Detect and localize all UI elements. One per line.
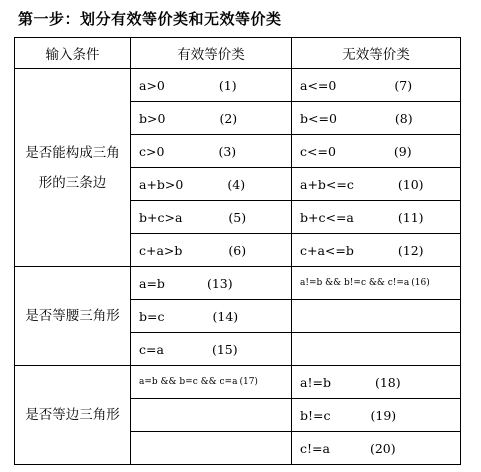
- invalid-class-expression: b<=0: [300, 110, 337, 126]
- input-condition-text: 是否等边三角形: [25, 407, 120, 423]
- input-condition-cell: [15, 366, 131, 465]
- valid-class-expression: a>0: [139, 77, 165, 93]
- invalid-class-number: (11): [397, 209, 424, 225]
- input-condition-cell: [15, 69, 131, 267]
- invalid-class-number: (9): [393, 143, 412, 159]
- equivalence-class-table: [14, 37, 461, 465]
- section-heading: 第一步：划分有效等价类和无效等价类: [18, 10, 282, 28]
- invalid-class-cell: [292, 300, 461, 333]
- invalid-class-cell: [292, 432, 461, 465]
- invalid-class-expression: c!=a: [300, 440, 330, 456]
- header-invalid-class: 无效等价类: [292, 38, 461, 69]
- valid-class-expression: b>0: [139, 110, 166, 126]
- valid-class-number: (13): [206, 275, 233, 291]
- invalid-class-expression: a!=b: [300, 374, 331, 390]
- table-row: [15, 366, 461, 399]
- valid-class-expression: a+b>0: [139, 176, 184, 192]
- invalid-class-expression: b!=c: [300, 407, 331, 423]
- valid-class-number: (4): [227, 176, 246, 192]
- input-condition-text: 形的三条边: [38, 174, 107, 191]
- invalid-class-number: (7): [394, 77, 413, 93]
- invalid-class-number: (8): [394, 110, 413, 126]
- valid-class-number: (15): [211, 341, 238, 357]
- invalid-class-number: (19): [370, 407, 397, 423]
- valid-class-expression: b+c>a: [139, 209, 183, 225]
- valid-class-cell: [131, 399, 292, 432]
- invalid-class-cell: [292, 333, 461, 366]
- header-input-condition: 输入条件: [15, 38, 131, 69]
- valid-class-cell: [131, 102, 292, 135]
- valid-class-cell: [131, 234, 292, 267]
- table-header-row: [15, 38, 461, 69]
- invalid-class-cell: [292, 102, 461, 135]
- valid-class-number: (3): [218, 143, 237, 159]
- invalid-class-expression: a<=0: [300, 77, 337, 93]
- valid-class-expression: a=b && b=c && c=a: [139, 377, 238, 387]
- valid-class-cell: [131, 69, 292, 102]
- invalid-class-expression: c+a<=b: [300, 242, 354, 258]
- invalid-class-expression: a!=b && b!=c && c!=a: [300, 278, 410, 288]
- invalid-class-number: (20): [369, 440, 396, 456]
- valid-class-cell: [131, 432, 292, 465]
- valid-class-expression: c=a: [139, 341, 164, 357]
- header-valid-class: 有效等价类: [131, 38, 292, 69]
- input-condition-text: 是否等腰三角形: [25, 308, 120, 324]
- valid-class-cell: [131, 267, 292, 300]
- valid-class-cell: [131, 201, 292, 234]
- valid-class-cell: [131, 168, 292, 201]
- valid-class-expression: b=c: [139, 308, 165, 324]
- invalid-class-expression: b+c<=a: [300, 209, 354, 225]
- input-condition-text: 是否能构成三角: [25, 144, 120, 161]
- table-row: [15, 69, 461, 102]
- table-body: [15, 69, 461, 465]
- valid-class-cell: [131, 135, 292, 168]
- invalid-class-cell: [292, 366, 461, 399]
- valid-class-number: (6): [228, 242, 247, 258]
- table-row: [15, 267, 461, 300]
- invalid-class-cell: [292, 399, 461, 432]
- valid-class-expression: c>0: [139, 143, 165, 159]
- valid-class-number: (5): [228, 209, 247, 225]
- invalid-class-cell: [292, 267, 461, 300]
- valid-class-number: (1): [218, 77, 237, 93]
- invalid-class-cell: [292, 168, 461, 201]
- invalid-class-number: (16): [411, 278, 430, 288]
- invalid-class-number: (12): [397, 242, 424, 258]
- invalid-class-cell: [292, 234, 461, 267]
- valid-class-number: (2): [219, 110, 238, 126]
- invalid-class-number: (10): [397, 176, 424, 192]
- valid-class-cell: [131, 366, 292, 399]
- invalid-class-expression: a+b<=c: [300, 176, 354, 192]
- valid-class-number: (17): [239, 377, 258, 387]
- invalid-class-cell: [292, 201, 461, 234]
- valid-class-cell: [131, 333, 292, 366]
- valid-class-cell: [131, 300, 292, 333]
- valid-class-expression: c+a>b: [139, 242, 183, 258]
- invalid-class-number: (18): [374, 374, 401, 390]
- invalid-class-cell: [292, 69, 461, 102]
- valid-class-number: (14): [212, 308, 239, 324]
- invalid-class-expression: c<=0: [300, 143, 336, 159]
- input-condition-cell: [15, 267, 131, 366]
- valid-class-expression: a=b: [139, 275, 165, 291]
- invalid-class-cell: [292, 135, 461, 168]
